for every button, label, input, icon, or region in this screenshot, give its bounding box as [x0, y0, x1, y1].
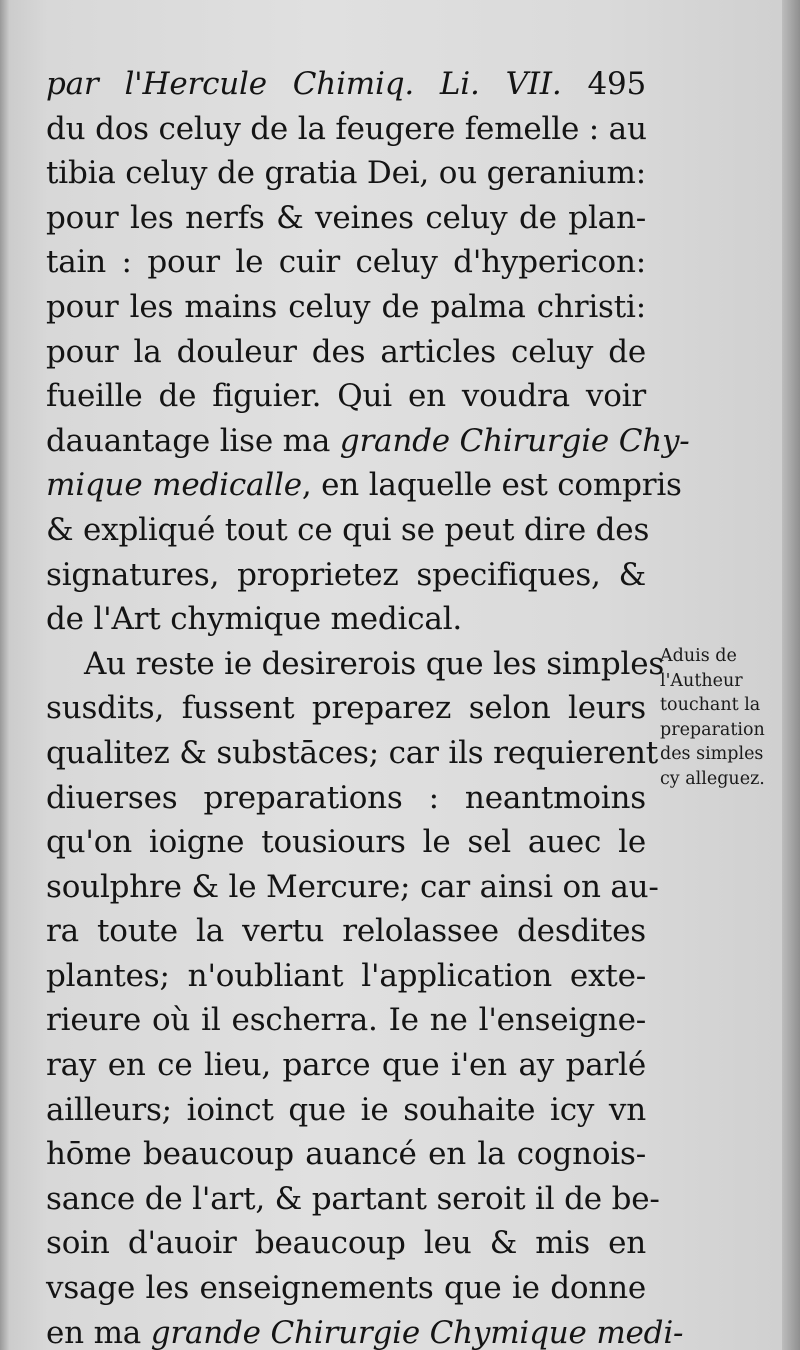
text-line	[46, 686, 646, 731]
margin-note-line: touchant la	[660, 695, 761, 715]
margin-note-line: l'Autheur	[660, 670, 743, 691]
text-line	[46, 374, 646, 419]
margin-note-line: cy alleguez.	[660, 768, 765, 789]
line-text: ailleurs; ioinct que ie souhaite icy vn	[46, 1091, 646, 1128]
text-line	[46, 998, 646, 1043]
page-number: 495	[587, 66, 647, 102]
line-text: soin d'auoir beaucoup leu & mis en	[46, 1225, 646, 1262]
text-line	[46, 1043, 646, 1088]
text-line	[46, 107, 646, 152]
line-text-roman: en ma	[46, 1314, 151, 1350]
text-line	[46, 1177, 660, 1222]
text-line	[46, 1266, 646, 1311]
line-text: plantes; n'oubliant l'application exte-	[46, 957, 646, 994]
line-text: pour les mains celuy de palma christi:	[46, 288, 646, 325]
text-line	[46, 731, 658, 776]
line-text-roman: , en laquelle est compris	[301, 467, 682, 504]
line-text-italic: mique medicalle	[46, 467, 302, 504]
text-line	[46, 597, 646, 642]
line-text	[46, 423, 690, 459]
text-line	[46, 954, 646, 999]
text-line	[46, 151, 646, 196]
line-text: hōme beaucoup auancé en la cognois-	[46, 1136, 646, 1173]
running-head	[46, 62, 646, 107]
margin-note	[660, 644, 788, 791]
text-line	[46, 909, 646, 954]
line-text-roman: dauantage lise ma	[46, 422, 340, 459]
text-line	[46, 776, 646, 821]
line-text: susdits, fussent preparez selon leurs	[46, 690, 646, 727]
margin-note-line: des simples	[660, 744, 764, 764]
text-lines	[46, 107, 690, 1350]
text-line	[46, 285, 646, 330]
line-text: Au reste ie desirerois que les simples	[84, 645, 665, 682]
line-text: sance de l'art, & partant seroit il de be-	[46, 1180, 660, 1217]
line-text: diuerses preparations : neantmoins	[46, 779, 646, 816]
line-text: soulphre & le Mercure; car ainsi on au-	[46, 868, 659, 905]
line-text: ray en ce lieu, parce que i'en ay parlé	[46, 1047, 646, 1084]
text-line	[46, 820, 646, 865]
line-text: de l'Art chymique medical.	[46, 601, 463, 638]
line-text-italic: grande Chirurgie Chymique medi-	[150, 1314, 684, 1350]
text-line	[46, 865, 659, 910]
line-text: du dos celuy de la feugere femelle : au	[46, 110, 647, 147]
text-line	[46, 1221, 646, 1266]
line-text: tibia celuy de gratia Dei, ou geranium:	[46, 155, 646, 192]
line-text: tain : pour le cuir celuy d'hypericon:	[46, 244, 646, 281]
line-text: qu'on ioigne tousiours le sel auec le	[46, 824, 646, 861]
line-text: signatures, proprietez specifiques, &	[46, 556, 646, 593]
line-text	[46, 467, 682, 503]
line-text: & expliqué tout ce qui se peut dire des	[46, 511, 650, 548]
text-line	[46, 642, 665, 687]
margin-note-line: Aduis de	[660, 646, 737, 666]
text-line	[46, 463, 682, 508]
line-text: rieure où il escherra. Ie ne l'enseigne-	[46, 1002, 646, 1039]
text-line	[46, 1088, 646, 1133]
text-line	[46, 1311, 684, 1350]
text-line	[46, 240, 646, 285]
line-text: pour la douleur des articles celuy de	[46, 333, 646, 370]
text-line	[46, 553, 646, 598]
text-line	[46, 1132, 646, 1177]
line-text: qualitez & substāces; car ils requierent	[46, 734, 658, 771]
page-left-edge	[0, 0, 10, 1350]
line-text: fueille de figuier. Qui en voudra voir	[46, 378, 646, 415]
running-head-title: par l'Hercule Chimiq. Li. VII.	[46, 66, 562, 102]
text-line	[46, 330, 646, 375]
main-text-block	[46, 62, 690, 1350]
line-text: pour les nerfs & veines celuy de plan-	[46, 199, 646, 236]
line-text: vsage les enseignements que ie donne	[46, 1270, 646, 1307]
margin-note-line: preparation	[660, 719, 765, 740]
text-line	[46, 419, 690, 464]
line-text: ra toute la vertu relolassee desdites	[46, 913, 646, 950]
text-line	[46, 196, 646, 241]
text-line	[46, 508, 650, 553]
line-text-italic: grande Chirurgie Chy-	[339, 422, 690, 459]
line-text	[46, 1315, 683, 1350]
